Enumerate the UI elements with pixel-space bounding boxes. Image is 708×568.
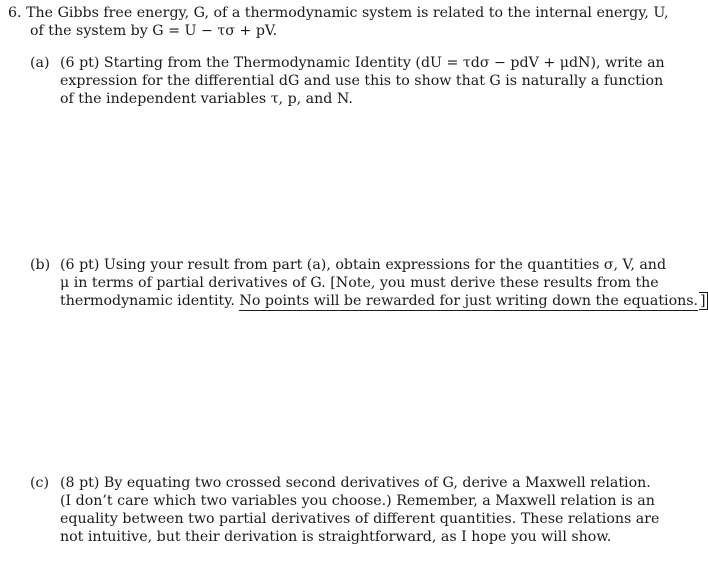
question-6-intro	[8, 4, 669, 40]
part-c	[30, 474, 660, 546]
question-6-line-1: 6. The Gibbs free energy, G, of a thermodynamic system is related to the internal energy, U,	[8, 5, 669, 21]
part-a-line-1: (a) (6 pt) Starting from the Thermodynamic Identity (dU = τdσ − pdV + μdN), write an	[30, 55, 665, 71]
part-c-label: (c)	[30, 475, 50, 491]
part-a-line-3: of the independent variables τ, p, and N.	[60, 91, 353, 107]
question-number: 6.	[8, 5, 22, 21]
part-b-label: (b)	[30, 257, 51, 273]
part-a-line-2: expression for the differential dG and use this to show that G is naturally a function	[60, 73, 664, 89]
no-points-warning: No points will be rewarded for just writing down the equations.	[239, 293, 699, 309]
part-b-line-1: (b) (6 pt) Using your result from part (a), obtain expressions for the quantities σ, V, and	[30, 257, 667, 273]
closing-bracket: ]	[700, 293, 706, 309]
part-b-line-3: thermodynamic identity. No points will be rewarded for just writing down the equations. ]	[60, 293, 706, 309]
part-b-line-2: μ in terms of partial derivatives of G. [Note, you must derive these results from the	[60, 275, 659, 291]
part-a	[30, 54, 665, 108]
part-b	[30, 256, 706, 310]
part-c-line-1: (c) (8 pt) By equating two crossed second derivatives of G, derive a Maxwell relation.	[30, 475, 651, 491]
part-c-line-3: equality between two partial derivatives of different quantities. These relations are	[60, 511, 660, 527]
part-c-line-2: (I don’t care which two variables you choose.) Remember, a Maxwell relation is an	[60, 493, 655, 509]
question-6-line-2: of the system by G = U − τσ + pV.	[30, 23, 278, 39]
part-a-label: (a)	[30, 55, 50, 71]
part-c-line-4: not intuitive, but their derivation is straightforward, as I hope you will show.	[60, 529, 612, 545]
